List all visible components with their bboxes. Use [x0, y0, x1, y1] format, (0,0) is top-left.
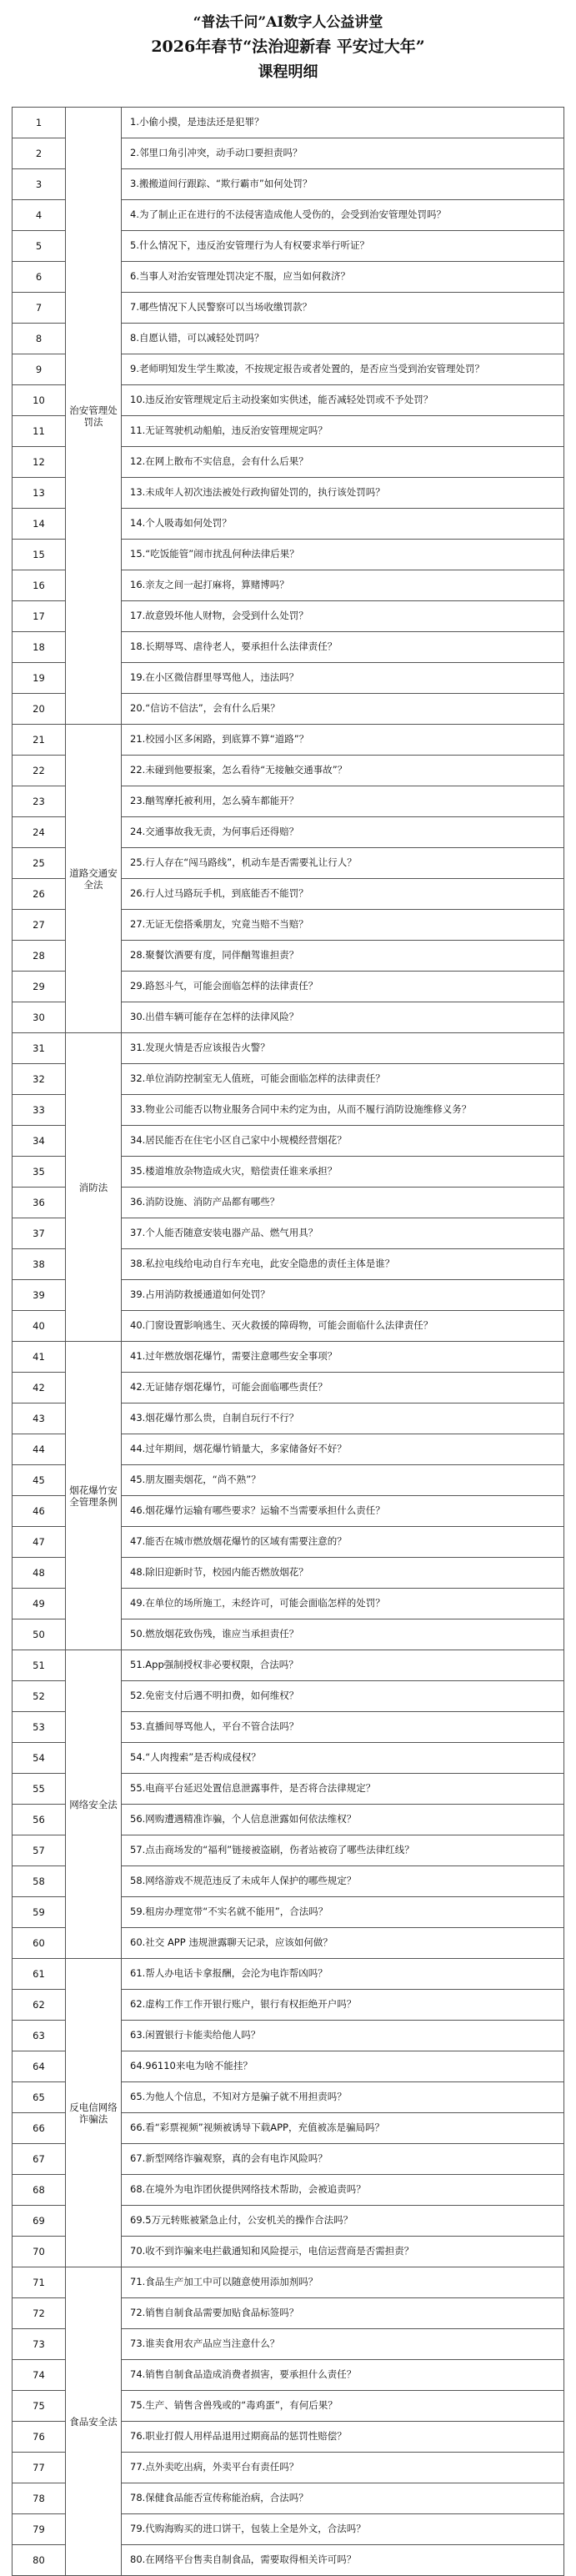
course-question: [122, 200, 564, 231]
course-question: [122, 169, 564, 200]
course-question: [122, 601, 564, 632]
course-question-text: 12.在网上散布不实信息，会有什么后果？: [130, 454, 308, 467]
course-question: [122, 416, 564, 447]
course-question: [122, 2298, 564, 2329]
category-cell: 反电信网络诈骗法: [66, 1959, 122, 2267]
row-number: 39: [13, 1280, 66, 1311]
course-question: [122, 2422, 564, 2453]
course-question-text: 68.在境外为电诈团伙提供网络技术帮助，会被追责吗？: [130, 2182, 366, 2195]
course-question: [122, 2267, 564, 2298]
course-question: [122, 324, 564, 354]
course-question-text: 31.发现火情是否应该报告火警？: [130, 1041, 270, 1053]
row-number: 11: [13, 416, 66, 447]
course-question-text: 23.酗驾摩托被利用，怎么骑车都能开？: [130, 794, 299, 806]
course-question: [122, 293, 564, 324]
row-number: 45: [13, 1465, 66, 1496]
course-question: [122, 2206, 564, 2237]
course-question: [122, 1373, 564, 1403]
course-question-text: 44.过年期间，烟花爆竹销量大，多家储备好不好？: [130, 1442, 347, 1454]
course-question-text: 20.“信访不信法”，会有什么后果？: [130, 701, 280, 714]
row-number: 61: [13, 1959, 66, 1990]
row-number: 17: [13, 601, 66, 632]
table-row: [13, 2267, 564, 2298]
row-number: 42: [13, 1373, 66, 1403]
course-question-text: 3.搬搬道间行跟踪、“欺行霸市”如何处罚？: [130, 177, 313, 189]
row-number: 48: [13, 1558, 66, 1589]
row-number: 12: [13, 447, 66, 478]
course-question-text: 56.网购遭遇精准诈骗，个人信息泄露如何依法维权？: [130, 1812, 357, 1825]
course-question: [122, 2453, 564, 2483]
row-number: 52: [13, 1681, 66, 1712]
course-question: [122, 231, 564, 262]
course-question-text: 69.5万元转账被紧急止付，公安机关的操作合法吗？: [130, 2213, 353, 2226]
course-question: [122, 2051, 564, 2082]
row-number: 24: [13, 817, 66, 848]
row-number: 5: [13, 231, 66, 262]
row-number: 43: [13, 1403, 66, 1434]
course-question: [122, 108, 564, 138]
course-question-text: 70.收不到诈骗来电拦截通知和风险提示，电信运营商是否需担责？: [130, 2244, 414, 2257]
course-table: [12, 107, 564, 2576]
course-question-text: 6.当事人对治安管理处罚决定不服，应当如何救济？: [130, 269, 350, 282]
row-number: 21: [13, 725, 66, 756]
course-question-text: 71.食品生产加工中可以随意使用添加剂吗？: [130, 2275, 318, 2287]
row-number: 69: [13, 2206, 66, 2237]
course-question-text: 37.个人能否随意安装电器产品、燃气用具？: [130, 1226, 318, 1238]
row-number: 53: [13, 1712, 66, 1743]
course-question: [122, 632, 564, 663]
course-question: [122, 1681, 564, 1712]
header: [0, 0, 576, 107]
row-number: 31: [13, 1033, 66, 1064]
row-number: 51: [13, 1650, 66, 1681]
course-question: [122, 1527, 564, 1558]
course-question-text: 15.“吃饭能管”闹市扰乱何种法律后果？: [130, 547, 299, 560]
course-question: [122, 1774, 564, 1805]
course-question-text: 49.在单位的场所施工，未经许可，可能会面临怎样的处罚？: [130, 1596, 385, 1609]
row-number: 65: [13, 2082, 66, 2113]
course-question: [122, 2329, 564, 2360]
course-question-text: 66.看“彩票视频”视频被诱导下载APP，充值被冻是骗局吗？: [130, 2121, 384, 2133]
row-number: 73: [13, 2329, 66, 2360]
row-number: 4: [13, 200, 66, 231]
course-question-text: 43.烟花爆竹那么贵，自制自玩行不行？: [130, 1411, 299, 1424]
course-question: [122, 1249, 564, 1280]
row-number: 47: [13, 1527, 66, 1558]
course-question-text: 80.在网络平台售卖自制食品，需要取得相关许可吗？: [130, 2553, 357, 2565]
course-question-text: 8.自愿认错，可以减轻处罚吗？: [130, 331, 264, 344]
course-question: [122, 1403, 564, 1434]
course-question: [122, 478, 564, 509]
course-question-text: 41.过年燃放烟花爆竹，需要注意哪些安全事项？: [130, 1349, 338, 1362]
row-number: 33: [13, 1095, 66, 1126]
row-number: 8: [13, 324, 66, 354]
course-question: [122, 1095, 564, 1126]
table-row: [13, 1959, 564, 1990]
course-question-text: 75.生产、销售含兽残或的“毒鸡蛋”，有何后果？: [130, 2398, 338, 2411]
course-question-text: 16.亲友之间一起打麻将，算赌博吗？: [130, 578, 289, 590]
course-question-text: 60.社交 APP 违规泄露聊天记录，应该如何做？: [130, 1936, 333, 1948]
course-question-text: 18.长期辱骂、虐待老人，要承担什么法律责任？: [130, 640, 338, 652]
row-number: 13: [13, 478, 66, 509]
course-question-text: 14.个人吸毒如何处罚？: [130, 516, 232, 529]
row-number: 32: [13, 1064, 66, 1095]
course-question-text: 55.电商平台延迟处置信息泄露事件，是否将合法律规定？: [130, 1781, 376, 1794]
row-number: 38: [13, 1249, 66, 1280]
title-line-3: 课程明细: [258, 63, 318, 81]
row-number: 15: [13, 540, 66, 570]
course-question: [122, 756, 564, 786]
row-number: 70: [13, 2237, 66, 2267]
course-question: [122, 1434, 564, 1465]
course-question-text: 27.无证无偿搭乘朋友，究竟当赔不当赔？: [130, 917, 308, 930]
row-number: 71: [13, 2267, 66, 2298]
row-number: 68: [13, 2175, 66, 2206]
course-question: [122, 1835, 564, 1866]
course-question: [122, 570, 564, 601]
course-question-text: 2.邻里口角引冲突，动手动口要担责吗？: [130, 146, 303, 158]
row-number: 18: [13, 632, 66, 663]
course-question-text: 79.代购海购买的进口饼干，包装上全是外文，合法吗？: [130, 2522, 366, 2534]
course-question: [122, 1064, 564, 1095]
row-number: 78: [13, 2483, 66, 2514]
row-number: 55: [13, 1774, 66, 1805]
course-question-text: 77.点外卖吃出病，外卖平台有责任吗？: [130, 2460, 299, 2473]
course-question-text: 29.路怒斗气，可能会面临怎样的法律责任？: [130, 979, 318, 992]
course-question-text: 25.行人存在“闯马路线”，机动车是否需要礼让行人？: [130, 856, 357, 868]
row-number: 28: [13, 941, 66, 972]
course-question-text: 58.网络游戏不规范违反了未成年人保护的哪些规定？: [130, 1874, 357, 1886]
table-row: [13, 108, 564, 138]
row-number: 6: [13, 262, 66, 293]
row-number: 40: [13, 1311, 66, 1342]
course-question-text: 9.老师明知发生学生欺凌，不按规定报告或者处置的，是否应当受到治安管理处罚？: [130, 362, 484, 374]
course-question-text: 76.职业打假人用样品退用过期商品的惩罚性赔偿？: [130, 2429, 347, 2442]
row-number: 41: [13, 1342, 66, 1373]
row-number: 74: [13, 2360, 66, 2391]
row-number: 10: [13, 385, 66, 416]
course-question: [122, 2483, 564, 2514]
course-question-text: 17.故意毁坏他人财物，会受到什么处罚？: [130, 609, 308, 621]
course-question-text: 50.燃放烟花致伤残，谁应当承担责任？: [130, 1627, 299, 1640]
course-question: [122, 1188, 564, 1218]
course-question: [122, 1496, 564, 1527]
row-number: 66: [13, 2113, 66, 2144]
course-question-text: 4.为了制止正在进行的不法侵害造成他人受伤的，会受到治安管理处罚吗？: [130, 208, 446, 220]
course-question-text: 33.物业公司能否以物业服务合同中未约定为由，从而不履行消防设施维修义务？: [130, 1102, 472, 1115]
course-question-text: 30.出借车辆可能存在怎样的法律风险？: [130, 1010, 299, 1022]
table-row: [13, 1033, 564, 1064]
row-number: 22: [13, 756, 66, 786]
course-question: [122, 972, 564, 1002]
row-number: 72: [13, 2298, 66, 2329]
course-question: [122, 2237, 564, 2267]
course-question-text: 35.楼道堆放杂物造成火灾，赔偿责任谁来承担？: [130, 1164, 338, 1177]
course-question: [122, 879, 564, 910]
course-question: [122, 725, 564, 756]
course-question: [122, 1650, 564, 1681]
course-question: [122, 1959, 564, 1990]
row-number: 54: [13, 1743, 66, 1774]
course-question-text: 22.未碰到他要报案，怎么看待“无接触交通事故”？: [130, 763, 348, 776]
row-number: 46: [13, 1496, 66, 1527]
course-question-text: 64.96110来电为啥不能挂？: [130, 2059, 253, 2071]
title-line-1: “普法千问”AI数字人公益讲堂: [193, 14, 383, 31]
row-number: 60: [13, 1928, 66, 1959]
course-question-text: 54.“人肉搜索”是否构成侵权？: [130, 1750, 261, 1763]
row-number: 57: [13, 1835, 66, 1866]
row-number: 63: [13, 2021, 66, 2051]
course-question: [122, 1990, 564, 2021]
course-question: [122, 1033, 564, 1064]
course-question: [122, 509, 564, 540]
course-question: [122, 1619, 564, 1650]
course-question: [122, 1465, 564, 1496]
row-number: 19: [13, 663, 66, 694]
course-question: [122, 1928, 564, 1959]
row-number: 34: [13, 1126, 66, 1157]
row-number: 9: [13, 354, 66, 385]
row-number: 16: [13, 570, 66, 601]
row-number: 1: [13, 108, 66, 138]
course-question: [122, 1866, 564, 1897]
category-cell: 道路交通安全法: [66, 725, 122, 1033]
row-number: 37: [13, 1218, 66, 1249]
row-number: 30: [13, 1002, 66, 1033]
course-question-text: 26.行人过马路玩手机，到底能否不能罚？: [130, 886, 308, 899]
course-question-text: 62.虚构工作工作开银行账户，银行有权拒绝开户吗？: [130, 1997, 357, 2010]
course-question-text: 34.居民能否在住宅小区自己家中小规模经营烟花？: [130, 1133, 347, 1146]
course-question-text: 67.新型网络诈骗观察，真的会有电诈风险吗？: [130, 2152, 328, 2164]
course-question: [122, 1002, 564, 1033]
course-question: [122, 941, 564, 972]
row-number: 3: [13, 169, 66, 200]
course-question: [122, 385, 564, 416]
course-question: [122, 354, 564, 385]
course-question: [122, 1311, 564, 1342]
course-question: [122, 694, 564, 725]
row-number: 62: [13, 1990, 66, 2021]
course-question-text: 32.单位消防控制室无人值班，可能会面临怎样的法律责任？: [130, 1072, 385, 1084]
category-cell: 食品安全法: [66, 2267, 122, 2576]
course-question: [122, 2391, 564, 2422]
row-number: 26: [13, 879, 66, 910]
row-number: 25: [13, 848, 66, 879]
course-question: [122, 2082, 564, 2113]
course-question: [122, 1280, 564, 1311]
course-question-text: 47.能否在城市燃放烟花爆竹的区域有需要注意的？: [130, 1534, 347, 1547]
row-number: 49: [13, 1589, 66, 1619]
course-question-text: 36.消防设施、消防产品都有哪些？: [130, 1195, 280, 1208]
course-question: [122, 1743, 564, 1774]
row-number: 75: [13, 2391, 66, 2422]
course-question-text: 45.朋友圈卖烟花，“尚不熟”？: [130, 1473, 261, 1485]
table-row: [13, 725, 564, 756]
course-question-text: 65.为他人个信息，不知对方是骗子就不用担责吗？: [130, 2090, 347, 2102]
row-number: 77: [13, 2453, 66, 2483]
course-question-text: 73.谁卖食用农产品应当注意什么？: [130, 2337, 280, 2349]
course-question: [122, 1805, 564, 1835]
row-number: 29: [13, 972, 66, 1002]
course-question-text: 63.闲置银行卡能卖给他人吗？: [130, 2028, 261, 2041]
course-question-text: 40.门窗设置影响逃生、灭火救援的障碍物，可能会面临什么法律责任？: [130, 1318, 433, 1331]
row-number: 7: [13, 293, 66, 324]
row-number: 2: [13, 138, 66, 169]
row-number: 23: [13, 786, 66, 817]
row-number: 80: [13, 2545, 66, 2576]
course-question-text: 13.未成年人初次违法被处行政拘留处罚的，执行该处罚吗？: [130, 485, 385, 498]
course-question: [122, 817, 564, 848]
course-question-text: 5.什么情况下，违反治安管理行为人有权要求举行听证？: [130, 239, 369, 251]
course-question-text: 21.校园小区多闲路，到底算不算“道路”？: [130, 732, 309, 745]
course-question-text: 74.销售自制食品造成消费者损害，要承担什么责任？: [130, 2368, 357, 2380]
course-question: [122, 1558, 564, 1589]
course-question: [122, 1589, 564, 1619]
course-question: [122, 2021, 564, 2051]
course-question-text: 72.销售自制食品需要加贴食品标签吗？: [130, 2306, 299, 2318]
course-question-text: 53.直播间辱骂他人，平台不管合法吗？: [130, 1720, 299, 1732]
course-question-text: 52.免密支付后遇不明扣费，如何维权？: [130, 1689, 299, 1701]
course-question: [122, 1157, 564, 1188]
course-question: [122, 1712, 564, 1743]
course-question-text: 7.哪些情况下人民警察可以当场收缴罚款？: [130, 300, 312, 313]
row-number: 59: [13, 1897, 66, 1928]
course-question: [122, 2545, 564, 2576]
category-cell: 治安管理处罚法: [66, 108, 122, 725]
course-question: [122, 663, 564, 694]
course-question: [122, 910, 564, 941]
course-question: [122, 447, 564, 478]
course-question: [122, 138, 564, 169]
table-row: [13, 1650, 564, 1681]
row-number: 58: [13, 1866, 66, 1897]
course-question: [122, 2113, 564, 2144]
category-cell: 网络安全法: [66, 1650, 122, 1959]
course-question: [122, 2144, 564, 2175]
course-question-text: 38.私拉电线给电动自行车充电，此安全隐患的责任主体是谁？: [130, 1257, 395, 1269]
row-number: 50: [13, 1619, 66, 1650]
title-line-2: 2026年春节“法治迎新春 平安过大年”: [151, 38, 425, 56]
course-question-text: 28.聚餐饮酒要有度，同伴酗驾谁担责？: [130, 948, 299, 961]
table-row: [13, 1342, 564, 1373]
row-number: 35: [13, 1157, 66, 1188]
course-question: [122, 2360, 564, 2391]
course-question: [122, 1342, 564, 1373]
row-number: 20: [13, 694, 66, 725]
course-question-text: 51.App强制授权非必要权限，合法吗？: [130, 1658, 298, 1670]
category-cell: 消防法: [66, 1033, 122, 1342]
row-number: 36: [13, 1188, 66, 1218]
row-number: 14: [13, 509, 66, 540]
course-question: [122, 1897, 564, 1928]
course-question: [122, 848, 564, 879]
course-question: [122, 2175, 564, 2206]
row-number: 76: [13, 2422, 66, 2453]
course-question: [122, 540, 564, 570]
course-question: [122, 2514, 564, 2545]
row-number: 44: [13, 1434, 66, 1465]
row-number: 56: [13, 1805, 66, 1835]
course-question-text: 57.点击商场发的“福利”链接被盗刷，伤者站被窃了哪些法律红线？: [130, 1843, 414, 1855]
course-question-text: 19.在小区微信群里辱骂他人，违法吗？: [130, 670, 299, 683]
row-number: 64: [13, 2051, 66, 2082]
row-number: 79: [13, 2514, 66, 2545]
course-question-text: 42.无证储存烟花爆竹，可能会面临哪些责任？: [130, 1380, 328, 1393]
course-question: [122, 262, 564, 293]
course-question-text: 61.帮人办电话卡拿报酬，会沦为电诈帮凶吗？: [130, 1966, 328, 1979]
course-question-text: 24.交通事故我无责，为何事后还得赔？: [130, 825, 299, 837]
course-question-text: 59.租房办理宽带“不实名就不能用”，合法吗？: [130, 1905, 328, 1917]
course-question-text: 78.保健食品能否宣传称能治病，合法吗？: [130, 2491, 308, 2503]
row-number: 67: [13, 2144, 66, 2175]
course-question: [122, 1126, 564, 1157]
course-question-text: 10.违反治安管理规定后主动投案如实供述，能否减轻处罚或不予处罚？: [130, 393, 433, 405]
course-question-text: 48.除旧迎新时节，校园内能否燃放烟花？: [130, 1565, 308, 1578]
row-number: 27: [13, 910, 66, 941]
course-question-text: 46.烟花爆竹运输有哪些要求？运输不当需要承担什么责任？: [130, 1504, 385, 1516]
course-question: [122, 786, 564, 817]
course-question-text: 11.无证驾驶机动船舶，违反治安管理规定吗？: [130, 424, 328, 436]
course-question-text: 1.小偷小摸，是违法还是犯罪？: [130, 115, 264, 128]
category-cell: 烟花爆竹安全管理条例: [66, 1342, 122, 1650]
course-question: [122, 1218, 564, 1249]
course-question-text: 39.占用消防救援通道如何处罚？: [130, 1288, 270, 1300]
